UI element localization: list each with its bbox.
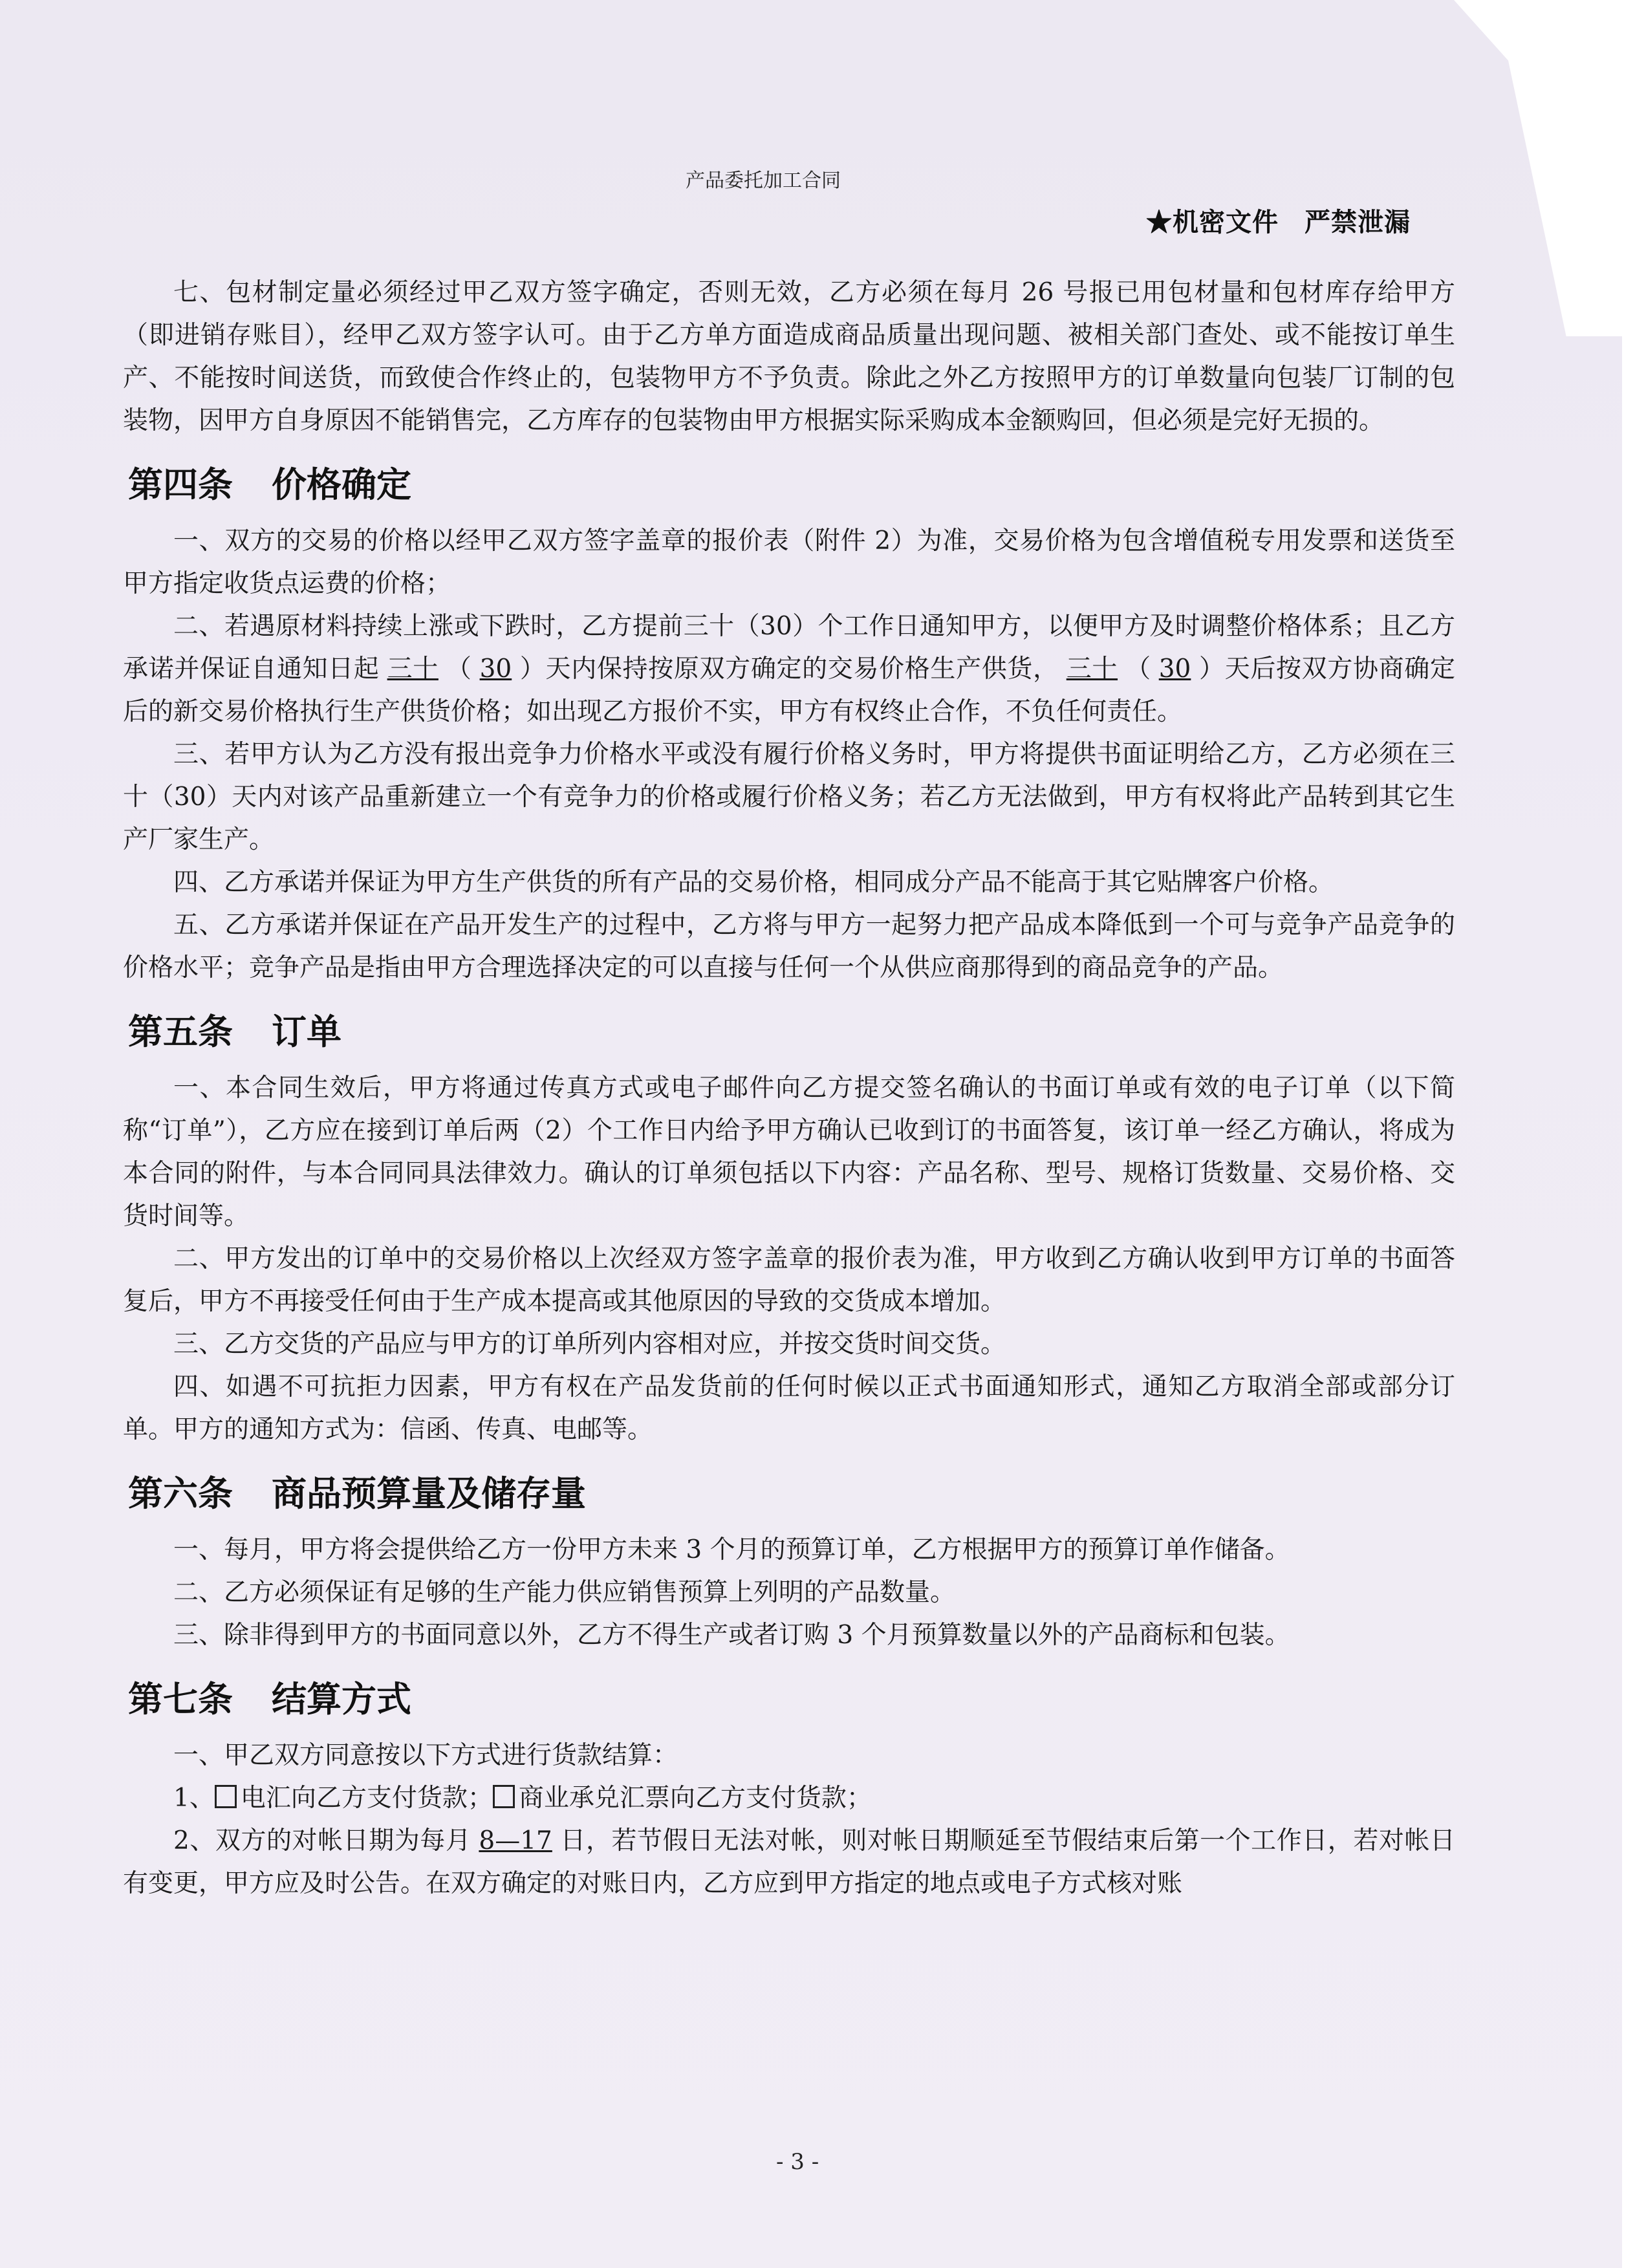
payment-option-wire: 电汇向乙方支付货款； [240,1784,493,1813]
confidential-star-label: ★机密文件 [1146,207,1279,237]
article-4-p2 [123,605,1455,733]
article-title: 商品预算量及储存量 [272,1473,586,1514]
article-4-heading [128,462,1455,508]
article-5-p1: 一、本合同生效后，甲方将通过传真方式或电子邮件向乙方提交签名确认的书面订单或有效的电子订单（以下简称“订单”），乙方应在接到订单后两（2）个工作日内给予甲方确认已收到订的书面答复，该订单一经乙方确认，将成为本合同的附件，与本合同同具法律效力。确认的订单须包括以下内容：产品名称、型号、规格订货数量、交易价格、交货时间等。 [123,1074,1455,1231]
article-5-p2: 二、甲方发出的订单中的交易价格以上次经双方签字盖章的报价表为准，甲方收到乙方确认收到甲方订单的书面答复后，甲方不再接受任何由于生产成本提高或其他原因的导致的交货成本增加。 [123,1244,1455,1316]
article-7-p1: 一、甲乙双方同意按以下方式进行货款结算： [173,1741,678,1770]
text-run: 2、双方的对帐日期为每月 [173,1826,471,1855]
article-5-heading [128,1009,1455,1055]
article-7-p2 [123,1777,1455,1820]
article-number: 第四条 [128,464,233,505]
text-run: （ [446,654,472,684]
article-4-p3: 三、若甲方认为乙方没有报出竞争力价格水平或没有履行价格义务时，甲方将提供书面证明给乙方，乙方必须在三十（30）天内对该产品重新建立一个有竞争力的价格或履行价格义务；若乙方无法做到，甲方有权将此产品转到其它生产厂家生产。 [123,740,1455,854]
text-run: 二、若遇原材料持续上涨或下跌时，乙方提前三十（30）个工作日通知甲方，以便甲方及时调整价格体系；且乙方承诺并保证自通知日起 [123,612,1455,684]
article-number: 第七条 [128,1679,233,1720]
contract-body [123,272,1455,1905]
article-6-p2: 二、乙方必须保证有足够的生产能力供应销售预算上列明的产品数量。 [173,1578,956,1607]
filled-blank: 三十 [1066,654,1118,684]
page-number: - 3 - [776,2149,819,2175]
text-run: （ [1125,654,1151,684]
article-4-p4: 四、乙方承诺并保证为甲方生产供货的所有产品的交易价格，相同成分产品不能高于其它贴牌客户价格。 [173,868,1334,897]
article-6-p3: 三、除非得到甲方的书面同意以外，乙方不得生产或者订购 3 个月预算数量以外的产品商标和包装。 [173,1621,1290,1650]
article-5-p4: 四、如遇不可抗拒力因素，甲方有权在产品发货前的任何时候以正式书面通知形式，通知乙方取消全部或部分订单。甲方的通知方式为：信函、传真、电邮等。 [123,1372,1455,1444]
article-7-p3 [123,1820,1455,1905]
filled-blank: 三十 [387,654,439,684]
article-title: 价格确定 [272,464,411,505]
article-title: 订单 [272,1011,341,1052]
article-number: 第五条 [128,1011,233,1052]
confidential-text: 严禁泄漏 [1305,207,1411,237]
article-number: 第六条 [128,1473,233,1514]
filled-blank: 30 [479,654,512,684]
filled-blank: 8—17 [479,1826,552,1855]
article-7-heading [128,1676,1455,1723]
checkbox-commercial-bill[interactable] [493,1785,515,1808]
text-run: 1、 [173,1784,215,1813]
scan-margin [1622,0,1635,2268]
article-4-p1: 一、双方的交易的价格以经甲乙双方签字盖章的报价表（附件 2）为准，交易价格为包含增值税专用发票和送货至甲方指定收货点运费的价格； [123,526,1455,598]
text-run: ）天内保持按原双方确定的交易价格生产供货， [519,654,1059,684]
filled-blank: 30 [1158,654,1191,684]
text-run: ）天后按双方协商确定后的新交易价格执行生产供货价格；如出现乙方报价不实，甲方有权终止合作，不负任何责任。 [123,654,1455,726]
article-5-p3: 三、乙方交货的产品应与甲方的订单所列内容相对应，并按交货时间交货。 [173,1330,1006,1359]
article-6-p1: 一、每月，甲方将会提供给乙方一份甲方未来 3 个月的预算订单，乙方根据甲方的预算订单作储备。 [173,1535,1290,1564]
article-6-heading [128,1471,1455,1517]
text-run: 日，若节假日无法对帐，则对帐日期顺延至节假结束后第一个工作日，若对帐日有变更，甲方应及时公告。在双方确定的对账日内，乙方应到甲方指定的地点或电子方式核对账 [123,1826,1455,1898]
clause-item-7: 七、包材制定量必须经过甲乙双方签字确定，否则无效，乙方必须在每月 26 号报已用包材量和包材库存给甲方（即进销存账目），经甲乙双方签字认可。由于乙方单方面造成商品质量出现问题、被相关部门查处、或不能按订单生产、不能按时间送货，而致使合作终止的，包装物甲方不予负责。除此之外乙方按照甲方的订单数量向包装厂订制的包装物，因甲方自身原因不能销售完，乙方库存的包装物由甲方根据实际采购成本金额购回，但必须是完好无损的。 [123,278,1455,435]
article-4-p5: 五、乙方承诺并保证在产品开发生产的过程中，乙方将与甲方一起努力把产品成本降低到一个可与竞争产品竞争的价格水平；竞争产品是指由甲方合理选择决定的可以直接与任何一个从供应商那得到的商品竞争的产品。 [123,911,1455,982]
article-title: 结算方式 [272,1679,411,1720]
confidential-notice [1146,202,1411,239]
checkbox-wire-transfer[interactable] [215,1785,237,1808]
payment-option-bill: 商业承兑汇票向乙方支付货款； [518,1784,872,1813]
contract-title: 产品委托加工合同 [686,169,841,192]
